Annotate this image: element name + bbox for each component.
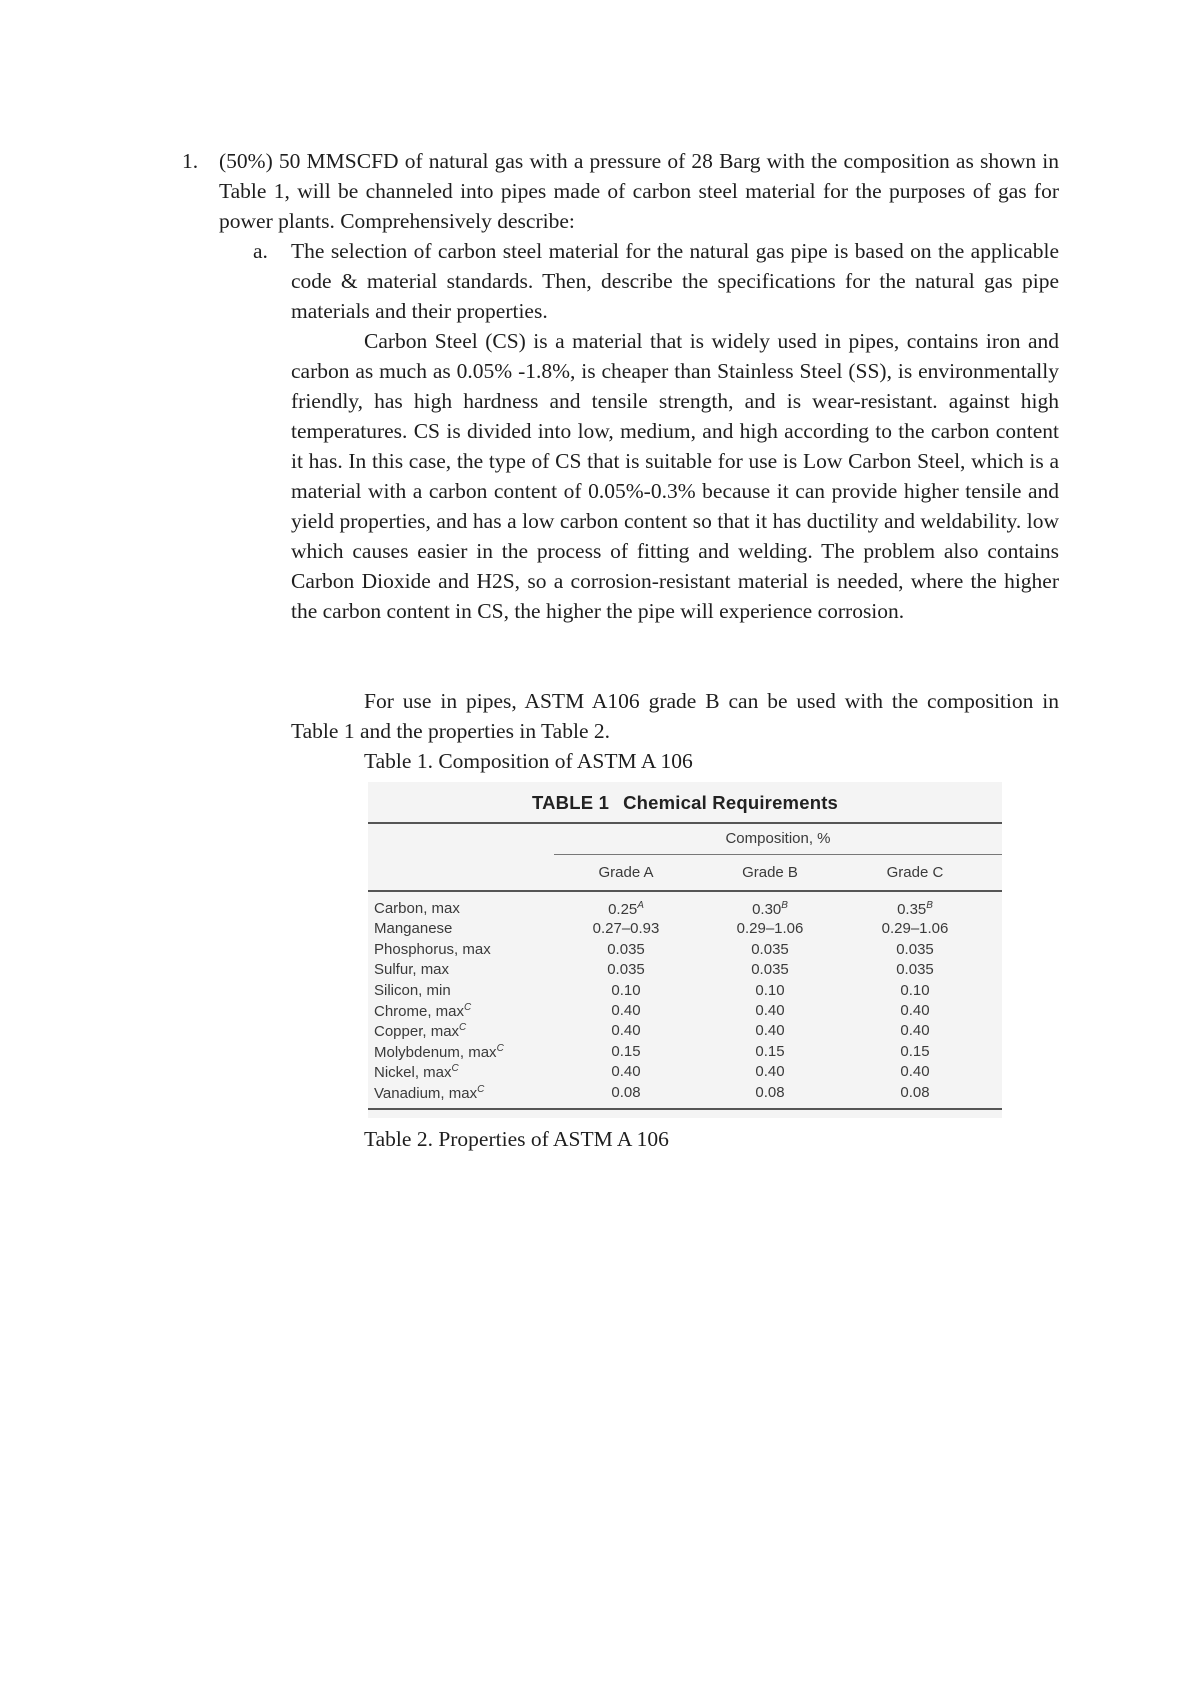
- table-cell: [556, 941, 696, 958]
- grade-header-2: Grade B: [742, 864, 798, 881]
- row-label: [374, 941, 491, 958]
- cell-value: 0.035: [607, 961, 645, 979]
- cell-value: 0.08: [900, 1083, 930, 1101]
- cell-value: 0.035: [896, 940, 934, 958]
- row-label-text: Silicon, min: [374, 981, 451, 999]
- table-title-number: TABLE 1: [531, 792, 610, 813]
- row-label-text: Phosphorus, max: [374, 940, 491, 958]
- footnote-marker: C: [464, 1002, 472, 1013]
- table-cell: [845, 1084, 985, 1101]
- cell-value: 0.29–1.06: [736, 920, 804, 938]
- footnote-marker: C: [451, 1063, 459, 1075]
- row-label-text: Copper, max: [374, 1023, 460, 1041]
- row-label: [374, 961, 449, 978]
- row-label: [374, 1022, 466, 1040]
- table-cell: [700, 900, 840, 918]
- row-label-text: Carbon, max: [374, 900, 460, 917]
- table-cell: [556, 1002, 696, 1019]
- cell-value: 0.29–1.06: [881, 920, 949, 938]
- table-cell: [700, 982, 840, 999]
- table-cell: [845, 941, 985, 958]
- cell-value: 0.40: [611, 1063, 641, 1081]
- composition-header: Composition, %: [725, 830, 831, 847]
- row-label-text: Vanadium, max: [374, 1084, 478, 1102]
- subquestion-letter: a.: [253, 239, 268, 263]
- cell-value: 0.35: [897, 901, 927, 918]
- cell-value: 0.27–0.93: [592, 920, 660, 938]
- table-title-text: Chemical Requirements: [623, 792, 839, 813]
- cell-value: 0.30: [752, 901, 782, 918]
- cell-value: 0.035: [751, 940, 789, 958]
- table-cell: [845, 961, 985, 978]
- table-2-caption: Table 2. Properties of ASTM A 106: [364, 1127, 669, 1151]
- footnote-marker: B: [781, 900, 788, 911]
- row-label-text: Chrome, max: [374, 1003, 465, 1020]
- cell-value: 0.08: [755, 1083, 785, 1101]
- cell-value: 0.10: [900, 981, 930, 999]
- footnote-marker: B: [926, 900, 933, 911]
- row-label: [374, 1043, 504, 1061]
- table-cell: [845, 1022, 985, 1039]
- table-cell: [556, 1043, 696, 1060]
- cell-value: 0.25: [608, 901, 638, 918]
- footnote-marker: C: [496, 1042, 504, 1054]
- cell-value: 0.40: [755, 1002, 785, 1019]
- table-cell: [556, 1063, 696, 1080]
- cell-value: 0.40: [900, 1002, 930, 1019]
- cell-value: 0.08: [611, 1083, 641, 1101]
- table-cell: [556, 982, 696, 999]
- row-label: [374, 1063, 459, 1081]
- cell-value: 0.40: [611, 1022, 641, 1040]
- footnote-marker: A: [637, 900, 644, 911]
- cell-value: 0.40: [900, 1063, 930, 1081]
- cell-value: 0.10: [611, 981, 641, 999]
- cell-value: 0.10: [755, 981, 785, 999]
- question-number: 1.: [182, 149, 199, 173]
- row-label-text: Molybdenum, max: [374, 1043, 497, 1061]
- paragraph-carbon-steel: Carbon Steel (CS) is a material that is widely used in pipes, contains iron and carbon as much as 0.05% -1.8%, is cheaper than Stainless Steel (SS), is environmentally friendly, has high hardness and tensile strength, and is wear-resistant. against high temperatures. CS is divided into low, medium, and high according to the carbon content it has. In this case, the type of CS that is suitable for use is Low Carbon Steel, which is a material with a carbon content of 0.05%-0.3% because it can provide higher tensile and yield properties, and has a low carbon content so that it has ductility and weldability. low which causes easier in the process of fitting and welding. The problem also contains Carbon Dioxide and H2S, so a corrosion-resistant material is needed, where the higher the carbon content in CS, the higher the pipe will experience corrosion.: [291, 329, 1059, 623]
- paragraph-astm-a106: For use in pipes, ASTM A106 grade B can be used with the composition in Table 1 and the properties in Table 2.: [291, 689, 1059, 743]
- table-cell: [700, 1063, 840, 1080]
- row-label: [374, 920, 452, 937]
- table-cell: [700, 941, 840, 958]
- row-label: [374, 1002, 471, 1020]
- cell-value: 0.40: [611, 1002, 641, 1019]
- table-cell: [845, 982, 985, 999]
- table-cell: [845, 900, 985, 918]
- table-cell: [845, 1002, 985, 1019]
- table-cell: [845, 1043, 985, 1060]
- table-cell: [556, 900, 696, 918]
- footnote-marker: C: [477, 1083, 485, 1095]
- row-label-text: Nickel, max: [374, 1064, 452, 1082]
- cell-value: 0.15: [755, 1042, 785, 1060]
- table-top-rule: [368, 822, 1002, 824]
- table-cell: [700, 920, 840, 937]
- footnote-marker: C: [459, 1022, 467, 1034]
- cell-value: 0.15: [900, 1042, 930, 1060]
- question-text: (50%) 50 MMSCFD of natural gas with a pressure of 28 Barg with the composition as shown in Table 1, will be channeled into pipes made of carbon steel material for the purposes of gas for power plants. Comprehensively describe:: [219, 149, 1059, 233]
- cell-value: 0.40: [755, 1022, 785, 1040]
- grade-header-3: Grade C: [886, 864, 944, 881]
- cell-value: 0.15: [611, 1042, 641, 1060]
- table-cell: [845, 920, 985, 937]
- header-bottom-rule: [368, 890, 1002, 892]
- row-label: [374, 982, 451, 999]
- table-cell: [845, 1063, 985, 1080]
- table-cell: [700, 1043, 840, 1060]
- chemical-requirements-table: [368, 782, 1002, 1118]
- table-cell: [556, 1084, 696, 1101]
- group-header-rule: [554, 854, 1002, 855]
- subquestion-text: The selection of carbon steel material for the natural gas pipe is based on the applicable code & material standards. Then, describe the specifications for the natural gas pipe materials and their properties.: [291, 239, 1059, 323]
- table-cell: [700, 1002, 840, 1019]
- cell-value: 0.40: [900, 1022, 930, 1040]
- table-cell: [700, 961, 840, 978]
- row-label: [374, 1084, 484, 1102]
- cell-value: 0.035: [607, 940, 645, 958]
- row-label: [374, 900, 460, 917]
- table-cell: [700, 1084, 840, 1101]
- table-cell: [700, 1022, 840, 1039]
- grade-header-1: Grade A: [598, 864, 654, 881]
- table-1-caption: Table 1. Composition of ASTM A 106: [364, 749, 693, 773]
- cell-value: 0.035: [896, 961, 934, 979]
- row-label-text: Manganese: [374, 920, 453, 938]
- cell-value: 0.035: [751, 961, 789, 979]
- table-title: [368, 792, 1002, 814]
- table-bottom-rule: [368, 1108, 1002, 1110]
- table-cell: [556, 961, 696, 978]
- cell-value: 0.40: [755, 1063, 785, 1081]
- table-cell: [556, 1022, 696, 1039]
- row-label-text: Sulfur, max: [374, 961, 450, 979]
- table-cell: [556, 920, 696, 937]
